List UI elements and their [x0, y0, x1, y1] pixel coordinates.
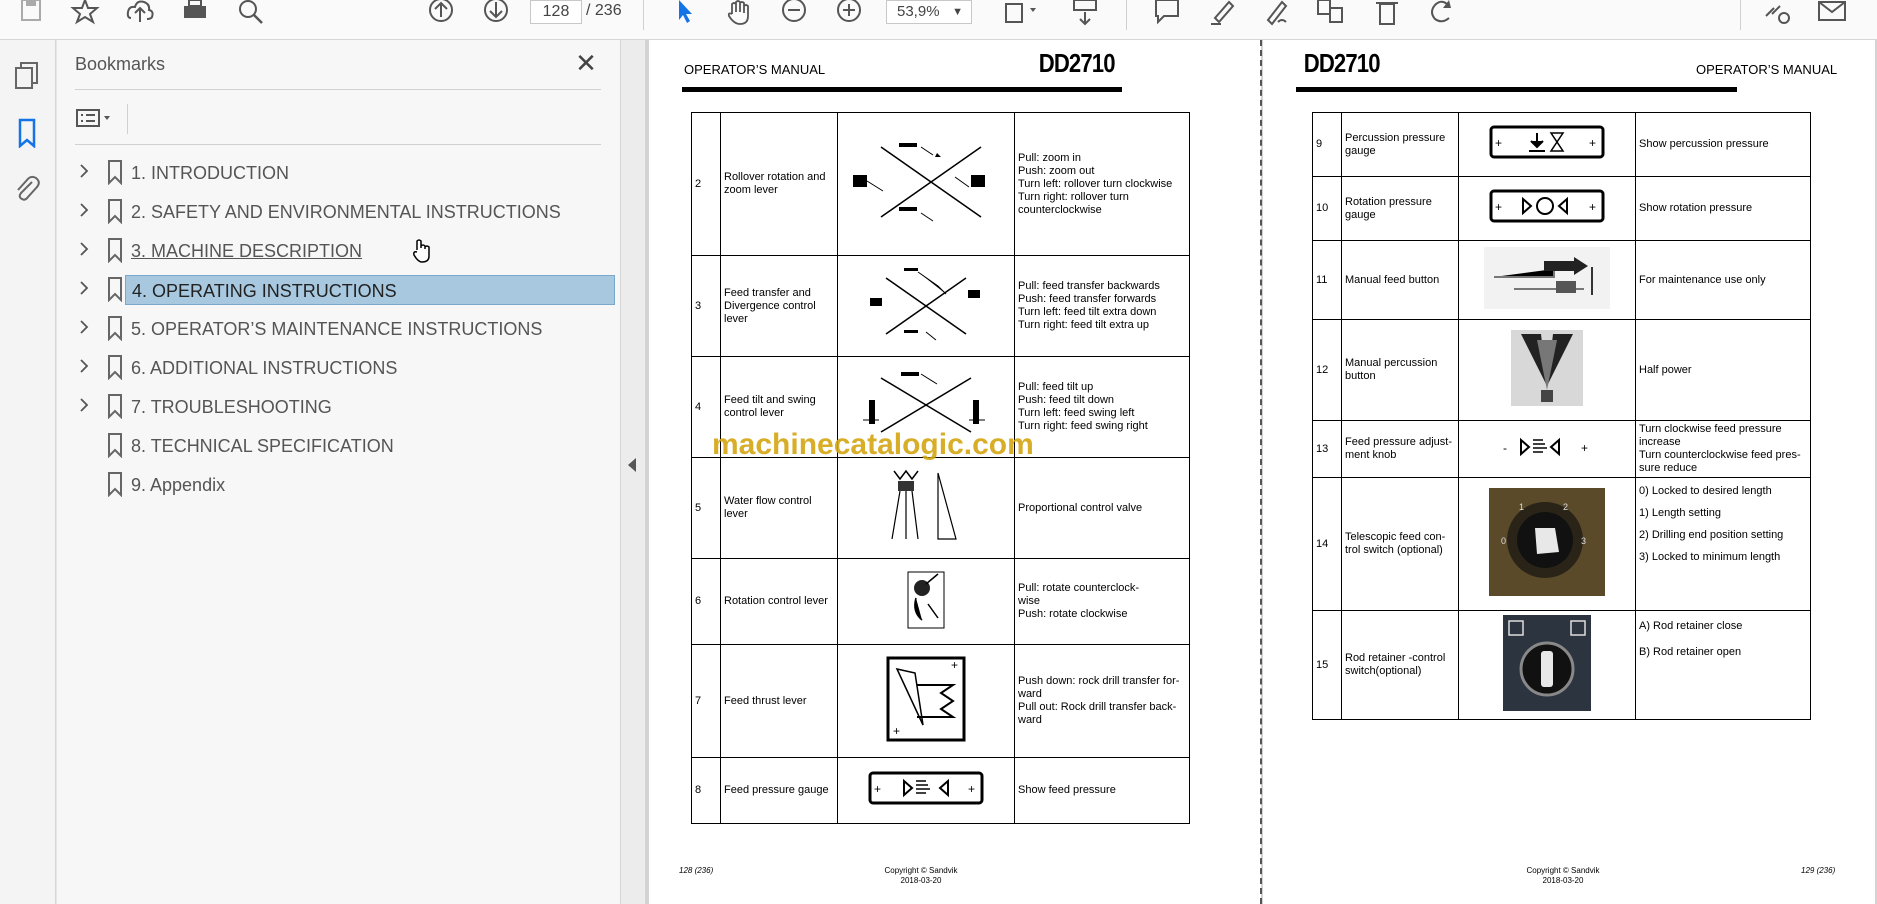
bookmark-label: 7. TROUBLESHOOTING	[131, 397, 332, 417]
bookmark-icon	[105, 237, 125, 263]
bookmark-item[interactable]	[67, 427, 619, 461]
row-number: 3	[692, 256, 721, 357]
chevron-right-icon[interactable]	[77, 359, 91, 373]
page-header: OPERATOR’S MANUAL	[1696, 62, 1838, 77]
comment-icon[interactable]	[1152, 0, 1182, 26]
bookmark-icon	[105, 393, 125, 419]
bookmark-options-button[interactable]	[75, 104, 121, 132]
svg-text:-: -	[1503, 441, 1507, 455]
svg-text:+: +	[968, 781, 976, 796]
row-number: 15	[1313, 611, 1342, 720]
svg-text:+: +	[1589, 135, 1597, 150]
row-function: Pull: feed tilt up Push: feed tilt down Turn left: feed swing left Turn right: feed swing right	[1015, 357, 1190, 458]
extract-icon[interactable]	[1316, 0, 1346, 26]
upload-icon[interactable]	[125, 0, 155, 26]
star-icon[interactable]	[70, 0, 100, 26]
bookmark-label: 5. OPERATOR’S MAINTENANCE INSTRUCTIONS	[131, 319, 543, 339]
toolbar-divider	[643, 0, 644, 30]
bookmark-item[interactable]	[67, 232, 619, 266]
row-number: 7	[692, 645, 721, 758]
row-number: 2	[692, 113, 721, 256]
rod-retainer-switch-photo	[1459, 611, 1636, 720]
bookmark-icon	[105, 198, 125, 224]
row-number: 6	[692, 559, 721, 645]
row-description: Water flow control lever	[721, 458, 838, 559]
zoom-select[interactable]	[886, 0, 972, 24]
svg-text:+: +	[1495, 135, 1503, 150]
svg-text:+: +	[874, 781, 882, 796]
hand-icon[interactable]	[724, 0, 754, 26]
delete-icon[interactable]	[1372, 0, 1402, 26]
page-header: OPERATOR’S MANUAL	[684, 62, 826, 77]
row-number: 8	[692, 758, 721, 824]
sign-icon[interactable]	[1262, 0, 1292, 26]
page-number-input[interactable]: 128	[530, 0, 582, 24]
select-arrow-icon[interactable]	[670, 0, 700, 26]
chevron-right-icon[interactable]	[77, 164, 91, 178]
table-row	[692, 458, 1190, 559]
pdf-page-left	[649, 40, 1261, 904]
lever-diagram	[838, 256, 1015, 357]
bookmark-item[interactable]	[67, 349, 619, 383]
row-function: 0) Locked to desired length 1) Length setting 2) Drilling end position setting 3) Locked to minimum length	[1636, 478, 1811, 611]
watermark-text: machinecatalogic.com	[712, 428, 1034, 461]
fit-page-icon[interactable]	[1000, 0, 1040, 26]
page-total: / 236	[586, 2, 622, 19]
bookmark-item[interactable]	[67, 388, 619, 422]
bookmark-icon	[105, 354, 125, 380]
table-row	[1313, 113, 1811, 177]
svg-text:+: +	[1581, 441, 1589, 455]
attachment-icon[interactable]	[12, 174, 42, 204]
header-rule	[682, 87, 1122, 92]
row-function: Push down: rock drill transfer for- ward Pull out: Rock drill transfer back- ward	[1015, 645, 1190, 758]
row-description: Manual percussion button	[1342, 320, 1459, 421]
toolbar-divider	[1126, 0, 1127, 30]
hand-cursor-icon	[411, 238, 433, 264]
gauge-symbol	[1459, 177, 1636, 241]
bookmark-icon	[105, 471, 125, 497]
row-description: Telescopic feed con- trol switch (optional)	[1342, 478, 1459, 611]
row-description: Feed pressure gauge	[721, 758, 838, 824]
zoom-value: 53,9%	[897, 3, 940, 20]
side-rail	[0, 40, 56, 904]
table-row	[1313, 241, 1811, 320]
row-description: Feed pressure adjust- ment knob	[1342, 421, 1459, 478]
bookmark-label: 9. Appendix	[131, 475, 226, 495]
highlight-icon[interactable]	[1207, 0, 1237, 26]
row-number: 13	[1313, 421, 1342, 478]
bookmark-icon[interactable]	[12, 118, 42, 148]
zoom-out-icon[interactable]	[779, 0, 809, 26]
panel-collapse-handle[interactable]	[620, 40, 645, 904]
page-up-icon[interactable]	[426, 0, 456, 26]
chevron-right-icon[interactable]	[77, 242, 91, 256]
knob-symbol	[1459, 421, 1636, 478]
row-function: Pull: zoom in Push: zoom out Turn left: rollover turn clockwise Turn right: rollover turn counterclockwise	[1015, 113, 1190, 256]
row-description: Rollover rotation and zoom lever	[721, 113, 838, 256]
chevron-right-icon[interactable]	[77, 320, 91, 334]
print-icon[interactable]	[180, 0, 210, 26]
page-footer-date: 2018-03-20	[900, 876, 942, 885]
bookmark-icon	[105, 315, 125, 341]
table-row	[1313, 421, 1811, 478]
bookmark-item-selected[interactable]	[67, 271, 619, 305]
chevron-right-icon[interactable]	[77, 281, 91, 295]
bookmarks-panel	[57, 40, 620, 904]
page-footer-number: 128 (236)	[679, 866, 714, 875]
svg-text:+: +	[893, 724, 901, 738]
bookmark-item[interactable]	[67, 193, 619, 227]
svg-text:2: 2	[1563, 502, 1569, 512]
table-row	[1313, 478, 1811, 611]
row-number: 10	[1313, 177, 1342, 241]
row-description: Rotation pressure gauge	[1342, 177, 1459, 241]
bookmark-label: 6. ADDITIONAL INSTRUCTIONS	[131, 358, 398, 378]
manual-feed-button-photo	[1459, 241, 1636, 320]
row-function: Half power	[1636, 320, 1811, 421]
bookmark-item[interactable]	[67, 310, 619, 344]
scroll-mode-icon[interactable]	[1070, 0, 1100, 26]
toolbar-divider	[127, 104, 128, 134]
svg-text:1: 1	[1519, 502, 1525, 512]
lever-diagram	[838, 113, 1015, 256]
svg-text:+: +	[1495, 199, 1503, 214]
panel-title: Bookmarks	[75, 54, 166, 74]
gauge-symbol	[1459, 113, 1636, 177]
panel-divider	[75, 144, 601, 145]
controls-table	[691, 112, 1190, 824]
row-description: Rotation control lever	[721, 559, 838, 645]
model-title: DD2710	[1038, 48, 1115, 78]
rotate-icon[interactable]	[1427, 0, 1457, 26]
bookmark-icon	[105, 432, 125, 458]
page-footer-copyright: Copyright © Sandvik	[1526, 866, 1600, 875]
bookmark-icon	[105, 276, 125, 302]
controls-table	[1312, 112, 1811, 720]
collapse-arrow-icon	[628, 458, 636, 472]
svg-text:3: 3	[1581, 536, 1587, 546]
svg-text:0: 0	[1501, 536, 1507, 546]
chevron-down-icon: ▼	[952, 6, 963, 18]
header-rule	[1296, 87, 1737, 92]
toolbar-divider	[1740, 0, 1741, 30]
model-title: DD2710	[1303, 48, 1380, 78]
row-description: Feed thrust lever	[721, 645, 838, 758]
pages-icon[interactable]	[12, 60, 42, 90]
gauge-symbol	[838, 758, 1015, 824]
row-number: 12	[1313, 320, 1342, 421]
table-row	[692, 559, 1190, 645]
page-footer-date: 2018-03-20	[1542, 876, 1584, 885]
bookmark-item[interactable]	[67, 466, 619, 500]
page-footer-number: 129 (236)	[1801, 866, 1836, 875]
share-link-icon[interactable]	[1762, 0, 1792, 26]
bookmark-label: 2. SAFETY AND ENVIRONMENTAL INSTRUCTIONS	[131, 202, 561, 222]
svg-text:+: +	[951, 658, 959, 672]
table-row	[1313, 611, 1811, 720]
row-function: Proportional control valve	[1015, 458, 1190, 559]
manual-percussion-button-photo	[1459, 320, 1636, 421]
row-number: 9	[1313, 113, 1342, 177]
rotation-diagram	[838, 559, 1015, 645]
feed-thrust-diagram	[838, 645, 1015, 758]
search-icon[interactable]	[236, 0, 266, 26]
row-number: 11	[1313, 241, 1342, 320]
panel-divider	[75, 89, 601, 90]
row-function: A) Rod retainer close B) Rod retainer open	[1636, 611, 1811, 720]
row-description: Manual feed button	[1342, 241, 1459, 320]
bookmark-label: 4. OPERATING INSTRUCTIONS	[125, 275, 615, 305]
row-function: Pull: feed transfer backwards Push: feed transfer forwards Turn left: feed tilt extra down Turn right: feed tilt extra up	[1015, 256, 1190, 357]
email-icon[interactable]	[1817, 0, 1847, 26]
row-function: Show percussion pressure	[1636, 113, 1811, 177]
row-description: Feed tilt and swing control lever	[721, 357, 838, 458]
table-row	[1313, 177, 1811, 241]
chevron-right-icon[interactable]	[77, 203, 91, 217]
page-down-icon[interactable]	[481, 0, 511, 26]
telescopic-switch-photo	[1459, 478, 1636, 611]
table-row	[692, 645, 1190, 758]
row-function: Pull: rotate counterclock- wise Push: rotate clockwise	[1015, 559, 1190, 645]
table-row	[692, 758, 1190, 824]
row-number: 14	[1313, 478, 1342, 611]
row-function: Turn clockwise feed pressure increase Turn counterclockwise feed pres- sure reduce	[1636, 421, 1811, 478]
bookmark-icon	[105, 159, 125, 185]
zoom-in-icon[interactable]	[834, 0, 864, 26]
row-description: Rod retainer -control switch(optional)	[1342, 611, 1459, 720]
row-function: For maintenance use only	[1636, 241, 1811, 320]
water-valve-diagram	[838, 458, 1015, 559]
table-row	[692, 256, 1190, 357]
pdf-page-right	[1263, 40, 1875, 904]
svg-text:+: +	[1589, 199, 1597, 214]
bookmark-label: 3. MACHINE DESCRIPTION	[131, 241, 363, 261]
row-function: Show rotation pressure	[1636, 177, 1811, 241]
main-toolbar	[0, 0, 1877, 40]
row-number: 5	[692, 458, 721, 559]
document-viewer[interactable]	[645, 40, 1877, 904]
close-icon[interactable]: ✕	[575, 48, 597, 78]
row-description: Percussion pressure gauge	[1342, 113, 1459, 177]
page-footer-copyright: Copyright © Sandvik	[884, 866, 958, 875]
table-row	[692, 113, 1190, 256]
bookmark-item[interactable]	[67, 154, 619, 188]
row-number: 4	[692, 357, 721, 458]
row-function: Show feed pressure	[1015, 758, 1190, 824]
row-description: Feed transfer and Divergence control lever	[721, 256, 838, 357]
chevron-right-icon[interactable]	[77, 398, 91, 412]
table-row	[1313, 320, 1811, 421]
bookmark-label: 8. TECHNICAL SPECIFICATION	[131, 436, 394, 456]
save-icon[interactable]	[16, 0, 46, 26]
page-divider	[1260, 40, 1262, 904]
bookmark-label: 1. INTRODUCTION	[131, 163, 290, 183]
